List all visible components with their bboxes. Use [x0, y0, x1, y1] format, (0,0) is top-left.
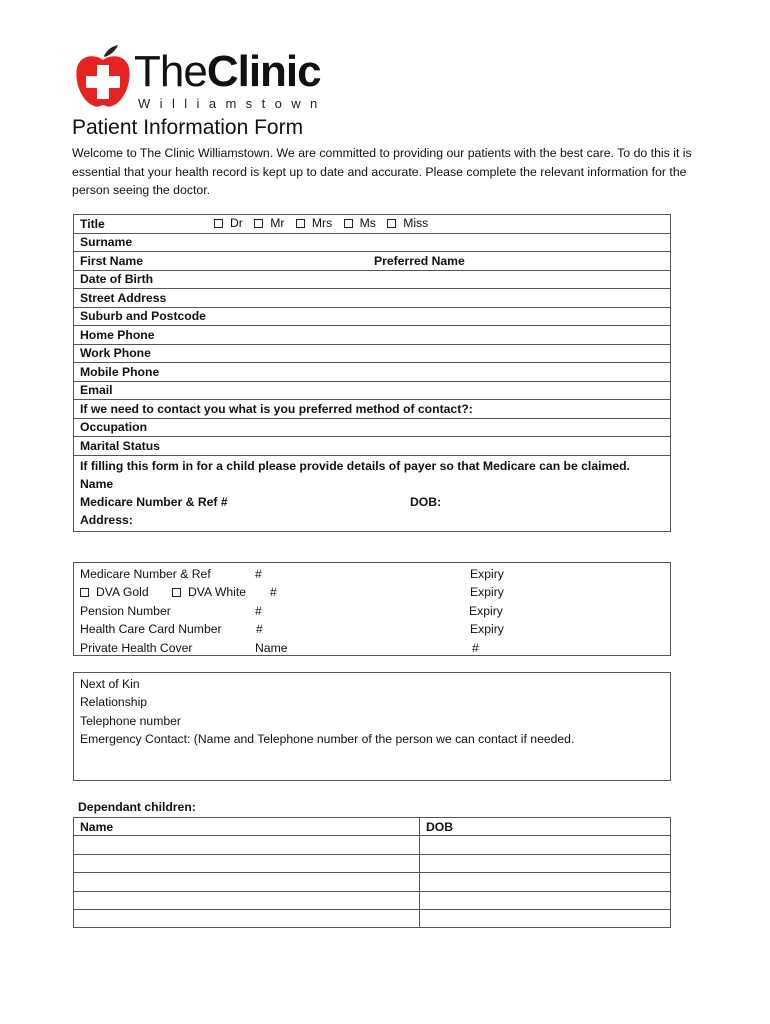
pension-row[interactable] — [80, 602, 664, 620]
checkbox-icon[interactable] — [80, 588, 89, 597]
form-title: Patient Information Form — [72, 116, 304, 139]
private-health-row[interactable] — [80, 639, 664, 657]
pension-label: Pension Number — [80, 603, 171, 618]
private-health-label: Private Health Cover — [80, 640, 193, 655]
table-row — [74, 344, 671, 363]
brand-name-bold: Clinic — [206, 47, 321, 96]
health-care-card-expiry-label: Expiry — [470, 622, 504, 637]
medicare-expiry-label: Expiry — [470, 567, 504, 581]
child-dob-cell[interactable] — [420, 854, 671, 872]
occupation-field[interactable]: Occupation — [74, 418, 671, 437]
private-health-number-label: # — [472, 640, 479, 655]
first-name-field[interactable] — [74, 252, 671, 271]
table-row — [74, 854, 671, 872]
column-header-dob: DOB — [420, 818, 671, 836]
health-care-card-row[interactable] — [80, 620, 664, 638]
dependant-children-table — [73, 817, 671, 928]
checkbox-icon[interactable] — [296, 219, 305, 228]
payer-address-label: Address: — [80, 512, 133, 527]
surname-field[interactable]: Surname — [74, 233, 671, 252]
first-name-label: First Name — [80, 253, 143, 268]
title-option-dr[interactable] — [214, 216, 243, 230]
child-note: If filling this form in for a child please provide details of payer so that Medicare can be claimed. — [80, 458, 630, 473]
dva-gold-label: DVA Gold — [96, 585, 149, 600]
pension-number-label: # — [255, 603, 262, 618]
personal-details-table — [73, 214, 671, 532]
child-name-cell[interactable] — [74, 836, 420, 854]
title-option-ms[interactable] — [344, 216, 376, 230]
child-name-cell[interactable] — [74, 854, 420, 872]
dob-field[interactable]: Date of Birth — [74, 270, 671, 289]
brand-location: Williamstown — [138, 96, 327, 111]
health-care-card-label: Health Care Card Number — [80, 622, 222, 637]
medicare-row[interactable] — [80, 565, 664, 583]
column-header-name: Name — [74, 818, 420, 836]
dva-gold-option[interactable] — [80, 583, 149, 601]
table-row — [74, 289, 671, 308]
table-row — [74, 400, 671, 419]
table-row — [74, 418, 671, 437]
clinic-logo — [74, 44, 364, 112]
private-health-name-label: Name — [255, 640, 288, 655]
child-name-cell[interactable] — [74, 873, 420, 891]
suburb-postcode-field[interactable]: Suburb and Postcode — [74, 307, 671, 326]
medicare-section — [73, 562, 671, 656]
mobile-phone-field[interactable]: Mobile Phone — [74, 363, 671, 382]
table-row — [74, 252, 671, 271]
home-phone-field[interactable]: Home Phone — [74, 326, 671, 345]
work-phone-field[interactable]: Work Phone — [74, 344, 671, 363]
telephone-label: Telephone number — [80, 713, 181, 728]
table-row — [74, 909, 671, 927]
dva-expiry-label: Expiry — [470, 585, 504, 600]
next-of-kin-section[interactable] — [73, 672, 671, 781]
table-row — [74, 437, 671, 456]
medicare-number-label: # — [255, 567, 262, 581]
payer-dob-label: DOB: — [410, 494, 442, 509]
next-of-kin-label: Next of Kin — [80, 677, 140, 691]
title-option-mr[interactable] — [254, 216, 284, 230]
preferred-name-label: Preferred Name — [374, 253, 465, 268]
table-row — [74, 873, 671, 891]
child-dob-cell[interactable] — [420, 873, 671, 891]
emergency-contact-label: Emergency Contact: (Name and Telephone number of the person we can contact if needed. — [80, 732, 575, 747]
medicare-label: Medicare Number & Ref — [80, 567, 211, 581]
option-label: Mr — [270, 216, 285, 230]
payer-medicare-label: Medicare Number & Ref # — [80, 494, 228, 509]
option-label: Dr — [230, 216, 243, 230]
table-row — [74, 891, 671, 909]
email-field[interactable]: Email — [74, 381, 671, 400]
table-row — [74, 233, 671, 252]
apple-cross-icon — [74, 44, 132, 110]
table-row — [74, 836, 671, 854]
payer-medicare-row — [80, 493, 664, 511]
title-label: Title — [80, 216, 105, 231]
child-dob-cell[interactable] — [420, 891, 671, 909]
dva-number-label: # — [270, 585, 277, 600]
option-label: Ms — [359, 216, 376, 230]
pension-expiry-label: Expiry — [469, 603, 503, 618]
marital-status-field[interactable]: Marital Status — [74, 437, 671, 456]
dva-row[interactable] — [80, 583, 664, 601]
title-options — [214, 216, 436, 230]
table-row — [74, 818, 671, 836]
option-label: Miss — [403, 216, 429, 230]
dependant-children-label: Dependant children: — [78, 800, 196, 814]
table-row — [74, 215, 671, 234]
table-row — [74, 363, 671, 382]
dva-white-option[interactable] — [172, 583, 246, 601]
relationship-label: Relationship — [80, 695, 148, 710]
checkbox-icon[interactable] — [214, 219, 223, 228]
title-option-mrs[interactable] — [296, 216, 332, 230]
checkbox-icon[interactable] — [387, 219, 396, 228]
health-care-card-number-label: # — [256, 622, 263, 637]
checkbox-icon[interactable] — [172, 588, 181, 597]
option-label: Mrs — [311, 216, 333, 230]
form-intro: Welcome to The Clinic Williamstown. We are committed to providing our patients with the best care. To do this it is essential that your health record is kept up to date and accurate. Please complete the relevant information for the person seeing the doctor. — [72, 146, 692, 197]
brand-name — [134, 47, 321, 96]
table-row — [74, 455, 671, 531]
title-option-miss[interactable] — [387, 216, 428, 230]
dva-white-label: DVA White — [188, 585, 247, 600]
child-name-cell[interactable] — [74, 909, 420, 927]
table-row — [74, 270, 671, 289]
table-row — [74, 326, 671, 345]
child-dob-cell[interactable] — [420, 909, 671, 927]
child-name-cell[interactable] — [74, 891, 420, 909]
title-field[interactable] — [74, 215, 671, 234]
checkbox-icon[interactable] — [254, 219, 263, 228]
brand-name-light: The — [134, 47, 207, 96]
payer-details-field[interactable] — [74, 455, 671, 531]
table-row — [74, 381, 671, 400]
street-address-field[interactable]: Street Address — [74, 289, 671, 308]
payer-name-label: Name — [80, 476, 114, 491]
checkbox-icon[interactable] — [344, 219, 353, 228]
child-dob-cell[interactable] — [420, 836, 671, 854]
table-row — [74, 307, 671, 326]
contact-method-field[interactable]: If we need to contact you what is you preferred method of contact?: — [74, 400, 671, 419]
